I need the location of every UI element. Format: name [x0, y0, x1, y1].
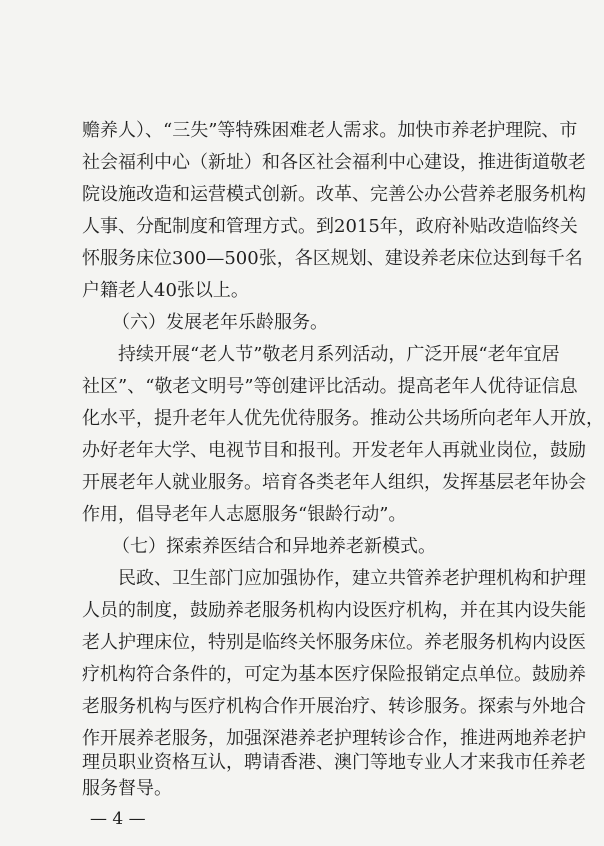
body-line-13: 作用，倡导老年人志愿服务“银龄行动”。	[82, 504, 407, 525]
body-line-10: 化水平，提升老年人优先优待服务。推动公共场所向老年人开放，	[82, 408, 604, 429]
body-line-5: 怀服务床位300—500张，各区规划、建设养老床位达到每千名	[82, 248, 583, 269]
body-line-2: 社会福利中心（新址）和各区社会福利中心建设，推进街道敬老	[82, 152, 586, 173]
body-line-1: 赡养人）、“三失”等特殊困难老人需求。加快市养老护理院、市	[82, 120, 578, 141]
body-line-16: 人员的制度，鼓励养老服务机构内设医疗机构，并在其内设失能	[82, 600, 586, 621]
body-line-21: 理员职业资格互认，聘请香港、澳门等地专业人才来我市任养老	[82, 752, 586, 773]
page-number: — 4 —	[90, 809, 146, 829]
section-heading-7: （七）探索养医结合和异地养老新模式。	[112, 536, 436, 557]
body-line-12: 开展老年人就业服务。培育各类老年人组织，发挥基层老年协会	[82, 472, 586, 493]
body-line-4: 人事、分配制度和管理方式。到2015年，政府补贴改造临终关	[82, 216, 578, 237]
body-line-11: 办好老年大学、电视节目和报刊。开发老年人再就业岗位，鼓励	[82, 440, 586, 461]
body-line-8: 持续开展“老人节”敬老月系列活动，广泛开展“老年宜居	[118, 344, 560, 365]
body-line-22: 服务督导。	[82, 778, 172, 799]
body-line-3: 院设施改造和运营模式创新。改革、完善公办公营养老服务机构	[82, 184, 586, 205]
body-line-15: 民政、卫生部门应加强协作，建立共管养老护理机构和护理	[118, 568, 586, 589]
section-heading-6: （六）发展老年乐龄服务。	[112, 312, 328, 333]
body-line-18: 疗机构符合条件的，可定为基本医疗保险报销定点单位。鼓励养	[82, 664, 586, 685]
body-line-17: 老人护理床位，特别是临终关怀服务床位。养老服务机构内设医	[82, 632, 586, 653]
body-line-6: 户籍老人40张以上。	[82, 280, 249, 301]
body-line-19: 老服务机构与医疗机构合作开展治疗、转诊服务。探索与外地合	[82, 696, 586, 717]
body-line-9: 社区”、“敬老文明号”等创建评比活动。提高老年人优待证信息	[82, 376, 578, 397]
body-line-20: 作开展养老服务，加强深港养老护理转诊合作，推进两地养老护	[82, 728, 586, 749]
